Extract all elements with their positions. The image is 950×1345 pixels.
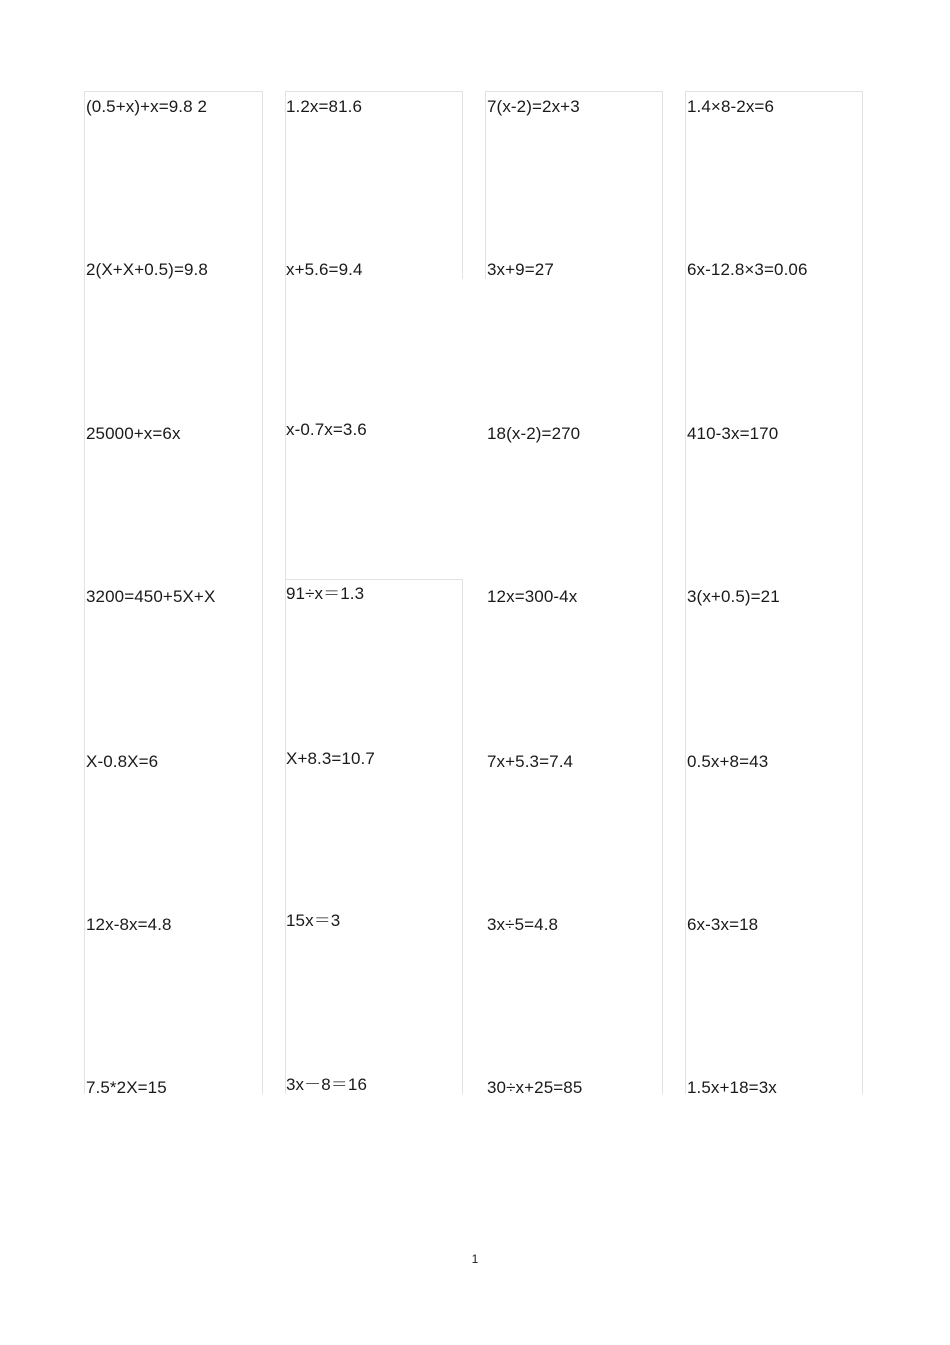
equation: 410-3x=170 xyxy=(687,424,779,443)
column-divider xyxy=(262,91,263,1094)
row-rule xyxy=(685,91,863,92)
column-divider xyxy=(862,91,863,1094)
equation: 3(x+0.5)=21 xyxy=(687,587,780,606)
equation: 12x=300-4x xyxy=(487,587,578,606)
equation: X+8.3=10.7 xyxy=(286,749,375,768)
column-divider xyxy=(84,91,85,1094)
equation: 3x－8＝16 xyxy=(286,1075,368,1094)
column-divider xyxy=(685,91,686,1094)
equation: 91÷x＝1.3 xyxy=(286,584,365,603)
equation: 0.5x+8=43 xyxy=(687,752,769,771)
equation: 25000+x=6x xyxy=(86,424,181,443)
equation: 7(x-2)=2x+3 xyxy=(487,97,580,116)
equation: 30÷x+25=85 xyxy=(487,1078,583,1097)
equation: 6x-12.8×3=0.06 xyxy=(687,260,808,279)
row-rule xyxy=(285,91,463,92)
equation: 12x-8x=4.8 xyxy=(86,915,172,934)
equation: 1.5x+18=3x xyxy=(687,1078,777,1097)
equation: 3x÷5=4.8 xyxy=(487,915,559,934)
row-rule xyxy=(285,579,463,580)
column-divider xyxy=(462,579,463,1094)
equation: 7x+5.3=7.4 xyxy=(487,752,574,771)
equation: x+5.6=9.4 xyxy=(286,260,363,279)
equation: 1.2x=81.6 xyxy=(286,97,363,116)
equation: 3200=450+5X+X xyxy=(86,587,216,606)
equation: 18(x-2)=270 xyxy=(487,424,581,443)
equation: 2(X+X+0.5)=9.8 xyxy=(86,260,208,279)
column-divider xyxy=(662,91,663,1094)
row-rule xyxy=(485,91,663,92)
equation: (0.5+x)+x=9.8 2 xyxy=(86,97,208,116)
equation: 15x＝3 xyxy=(286,911,341,930)
equation: 6x-3x=18 xyxy=(687,915,759,934)
column-divider xyxy=(485,91,486,279)
row-rule xyxy=(84,91,263,92)
equation: 3x+9=27 xyxy=(487,260,554,279)
equation: 1.4×8-2x=6 xyxy=(687,97,775,116)
column-divider xyxy=(462,91,463,279)
equation: x-0.7x=3.6 xyxy=(286,420,367,439)
equation: X-0.8X=6 xyxy=(86,752,159,771)
page-number: 1 xyxy=(471,1252,479,1266)
equation: 7.5*2X=15 xyxy=(86,1078,167,1097)
